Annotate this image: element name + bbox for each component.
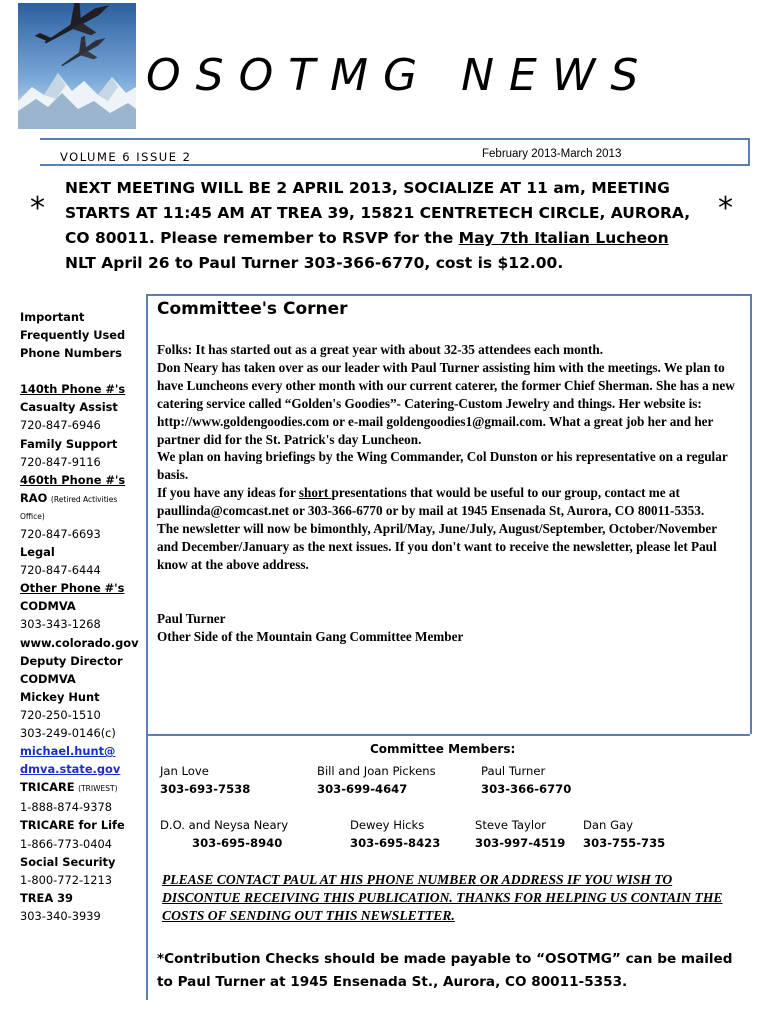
signature-title: Other Side of the Mountain Gang Committee Member: [157, 628, 464, 644]
sidebar-phone: 720-847-6444: [20, 563, 101, 578]
meeting-announcement: [65, 176, 695, 276]
corner-text: presentations that would be useful to our group, contact me at paullinda@comcast.net or 303-366-6770 or by mail at 1945 Ensenada St, Aurora, CO 80011-5353.: [157, 485, 705, 519]
sidebar-phone: 720-847-6946: [20, 418, 101, 433]
member-entry: [160, 816, 288, 852]
sidebar-note: (TRIWEST): [78, 784, 118, 794]
corner-paragraph: We plan on having briefings by the Wing Commander, Col Dunston or his representative on a regular basis.: [157, 449, 728, 483]
contribution-note: *Contribution Checks should be made payable to “OSOTMG” can be mailed to Paul Turner at 1945 Ensenada St., Aurora, CO 80011-5353.: [157, 951, 733, 990]
sidebar-phone: 303-340-3939: [20, 908, 101, 923]
sidebar-label: Family Support: [20, 436, 118, 451]
corner-text: If you have any ideas for: [157, 485, 299, 501]
member-entry: [160, 762, 250, 798]
sidebar-note: (Retired Activities: [50, 494, 118, 504]
sidebar-label: RAO: [20, 490, 48, 505]
member-phone: 303-699-4647: [317, 782, 408, 796]
sidebar-label: Deputy Director: [20, 653, 123, 668]
issue-date: February 2013-March 2013: [482, 148, 622, 160]
signature-name: Paul Turner: [157, 610, 226, 626]
sidebar-phone: 1-800-772-1213: [20, 872, 113, 887]
volume-issue: VOLUME 6 ISSUE 2: [60, 150, 192, 164]
sidebar-phone: 720-847-9116: [20, 454, 101, 469]
volume-rule: [40, 164, 750, 166]
jet-mountain-logo: [18, 3, 136, 135]
sidebar-heading-460th: 460th Phone #'s: [20, 472, 126, 487]
member-name: Dewey Hicks: [350, 818, 425, 832]
sidebar-note: Office): [20, 511, 45, 521]
sidebar-phone: 1-888-874-9378: [20, 800, 113, 815]
corner-bottom-rule: [146, 734, 750, 736]
sidebar-website[interactable]: www.colorado.gov: [20, 635, 139, 650]
sidebar-phone: 303-343-1268: [20, 617, 101, 632]
committee-corner-title: Committee's Corner: [157, 299, 348, 319]
sidebar-label: TRICARE for Life: [20, 818, 125, 833]
corner-paragraph: [157, 484, 735, 520]
sidebar-label: Mickey Hunt: [20, 689, 100, 704]
sidebar-label: Casualty Assist: [20, 400, 118, 415]
member-name: Jan Love: [160, 764, 209, 778]
sidebar-label: TREA 39: [20, 890, 73, 905]
member-phone: 303-366-6770: [481, 782, 572, 796]
header-rule: [40, 138, 748, 140]
header-rule-right: [748, 138, 750, 164]
member-phone: 303-997-4519: [475, 836, 566, 850]
masthead-title: OSOTMG NEWS: [146, 50, 654, 101]
announcement-text-end: NLT April 26 to Paul Turner 303-366-6770, cost is $12.00.: [65, 254, 564, 272]
member-entry: [481, 762, 571, 798]
sidebar-phone: 303-249-0146(c): [20, 725, 116, 740]
member-name: Bill and Joan Pickens: [317, 764, 436, 778]
committee-members-title: Committee Members:: [370, 742, 516, 756]
sidebar-title: Important: [20, 310, 85, 324]
sidebar-label: Legal: [20, 545, 55, 560]
corner-left-rule: [146, 294, 148, 1000]
committee-corner-body: [157, 341, 735, 646]
sidebar-title: Frequently Used: [20, 328, 126, 343]
unsubscribe-notice: PLEASE CONTACT PAUL AT HIS PHONE NUMBER OR ADDRESS IF YOU WISH TO DISCONTUE RECEIVING THIS PUBLICATION. THANKS FOR HELPING US CONTAIN THE COSTS OF SENDING OUT THIS NEWSLETTER.: [162, 872, 723, 923]
sidebar-heading-other: Other Phone #'s: [20, 581, 125, 596]
sidebar-label: TRICARE: [20, 780, 75, 795]
announcement-luncheon: May 7th Italian Lucheon: [458, 229, 669, 247]
corner-right-rule: [750, 294, 752, 734]
member-phone: 303-695-8940: [192, 836, 283, 850]
member-entry: [475, 816, 565, 852]
phone-sidebar: [20, 308, 144, 925]
sidebar-title: Phone Numbers: [20, 346, 122, 361]
corner-paragraph: Folks: It has started out as a great year with about 32-35 attendees each month.: [157, 342, 604, 357]
asterisk-icon: *: [718, 191, 733, 226]
sidebar-phone: 1-866-773-0404: [20, 836, 113, 851]
corner-paragraph: The newsletter will now be bimonthly, April/May, June/July, August/September, October/November and December/January as the next issues. If you don't want to receive the newsletter, please let Paul know at the above address.: [157, 521, 717, 572]
sidebar-heading-140th: 140th Phone #'s: [20, 382, 126, 397]
corner-emphasis: short: [298, 485, 332, 501]
corner-paragraph: Don Neary has taken over as our leader with Paul Turner assisting him with the meetings. We plan to have Luncheons every other month with our current caterer, the former Chief Sherman. She has a new catering service called “Golden's Goodies”- Catering-Custom Jewelry and things. Her website is: http://www.goldengoodies.com or e-mail goldengoodies1@gmail.com. What a great job her and her partner did for the St. Patrick's day Luncheon.: [157, 359, 735, 447]
member-name: Steve Taylor: [475, 818, 546, 832]
sidebar-phone: 720-847-6693: [20, 526, 101, 541]
member-entry: [317, 762, 436, 798]
member-phone: 303-695-8423: [350, 836, 441, 850]
sidebar-label: Social Security: [20, 854, 116, 869]
member-name: Paul Turner: [481, 764, 546, 778]
member-phone: 303-693-7538: [160, 782, 251, 796]
member-name: Dan Gay: [583, 818, 634, 832]
member-entry: [350, 816, 440, 852]
sidebar-phone: 720-250-1510: [20, 707, 101, 722]
corner-top-rule: [146, 294, 750, 296]
sidebar-email-link[interactable]: michael.hunt@: [20, 744, 116, 759]
sidebar-email-link[interactable]: dmva.state.gov: [20, 762, 121, 777]
asterisk-icon: *: [30, 191, 45, 226]
announcement-text: NEXT MEETING WILL BE 2 APRIL 2013, SOCIALIZE AT 11 am, MEETING STARTS AT 11:45 AM AT TREA 39, 15821 CENTRETECH CIRCLE, AURORA, CO 80011. Please remember to RSVP for the: [65, 179, 691, 247]
sidebar-label: CODMVA: [20, 671, 76, 686]
sidebar-label: CODMVA: [20, 599, 76, 614]
member-entry: [583, 816, 665, 852]
member-name: D.O. and Neysa Neary: [160, 818, 289, 832]
member-phone: 303-755-735: [583, 836, 666, 850]
